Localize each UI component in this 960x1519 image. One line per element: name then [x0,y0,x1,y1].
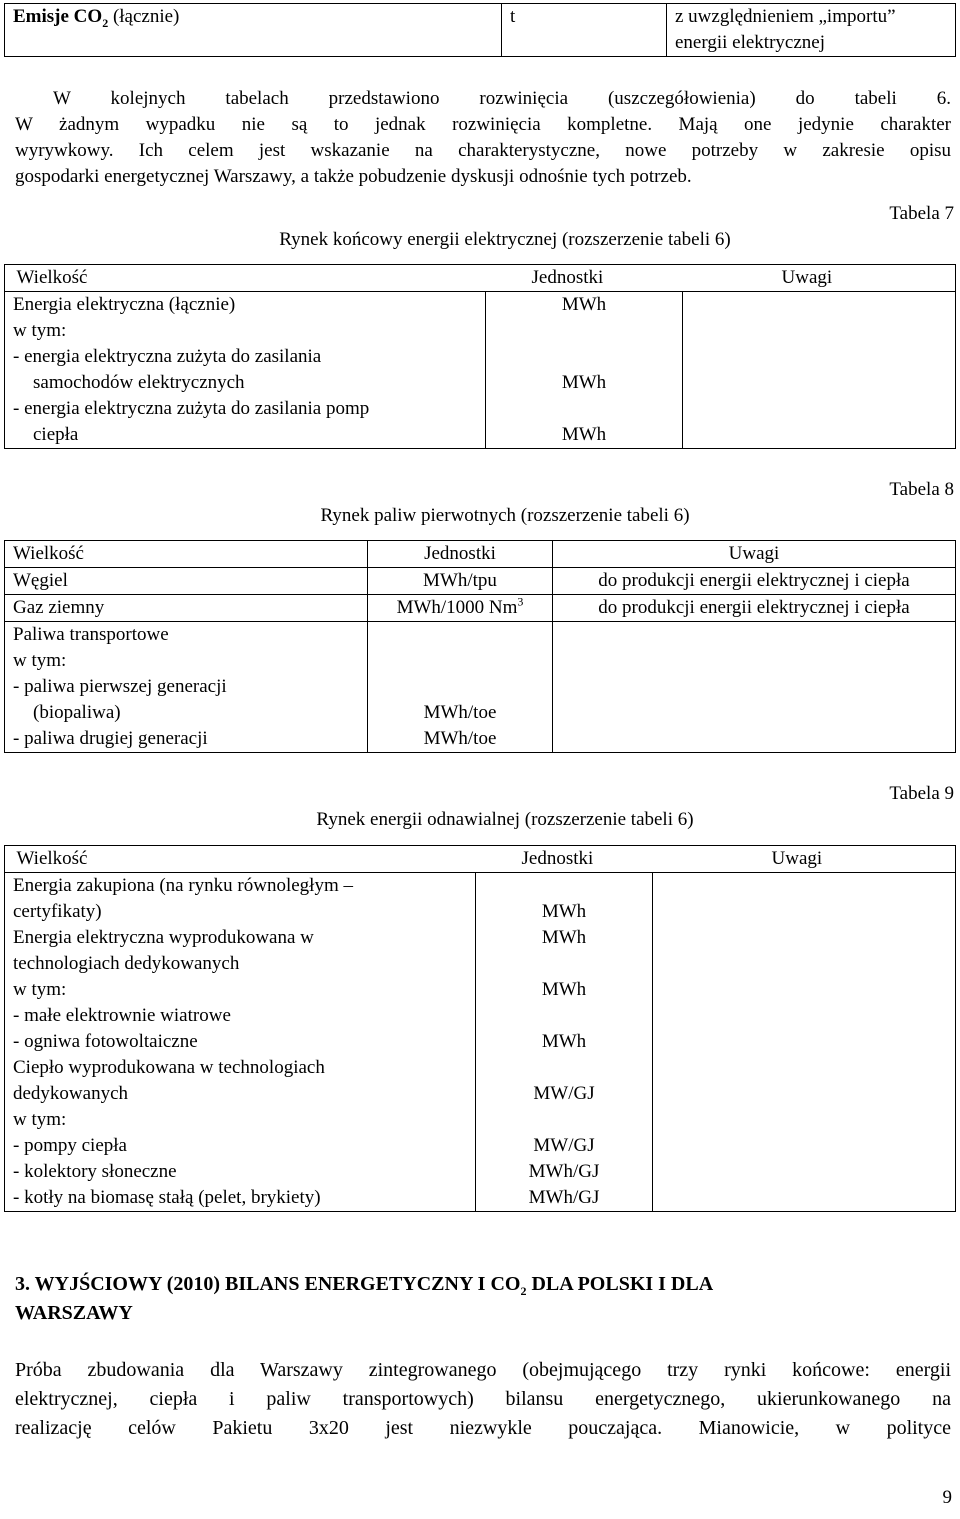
table8-transport-unit: MWh/toe [423,728,497,749]
table9-row: - kotły na biomasę stałą (pelet, brykiety) [13,1187,321,1208]
co2-unit-cell [502,4,667,57]
table7-row: - energia elektryczna zużyta do zasilania pomp [13,398,370,419]
co2-note-line2: energii elektrycznej [675,32,825,53]
co2-label-cell [5,4,502,57]
table7-row: Energia elektryczna (łącznie) [13,294,236,315]
table7-caption: Rynek końcowy energii elektrycznej (rozszerzenie tabeli 6) [279,229,731,250]
section3-heading-line2: WARSZAWY [15,1302,133,1324]
table8-transport-units [368,622,553,753]
intro-line: gospodarki energetycznej Warszawy, a także pobudzenie dyskusji odnośnie tych potrzeb. [15,166,692,187]
table7 [4,264,956,449]
co2-note-line1: z uwzględnieniem „importu” [675,6,896,27]
table9-header-quantity: Wielkość [16,848,88,869]
table8-transport-line: - paliwa pierwszej generacji [13,676,227,697]
section3-line: realizację celów Pakietu 3x20 jest niezwykle pouczająca. Mianowicie, w polityce [15,1417,951,1439]
table9-notes-cell [653,873,956,1212]
table-row [5,595,956,622]
section3-heading-b: DLA POLSKI I DLA [526,1273,714,1295]
table8-transport-line: w tym: [13,650,67,671]
table9-units-cell [476,873,653,1212]
table9-unit: MW/GJ [533,1083,595,1104]
table8-unit-gas: MWh/1000 Nm [396,597,518,618]
intro-paragraph [15,86,951,190]
co2-emission-row [4,3,956,57]
co2-note-cell [667,4,956,57]
table8-transport-notes [553,622,956,753]
table8-number: Tabela 8 [889,479,954,500]
table7-row: - energia elektryczna zużyta do zasilania [13,346,322,367]
table7-row: ciepła [33,424,79,445]
table8-caption: Rynek paliw pierwotnych (rozszerzenie tabeli 6) [320,505,690,526]
table9-unit: MWh [541,927,587,948]
table9-number: Tabela 9 [889,783,954,804]
table9-row: - pompy ciepła [13,1135,127,1156]
table8-unit-gas-sup: 3 [517,594,524,609]
table9-unit: MWh/GJ [528,1161,600,1182]
table9-unit: MW/GJ [533,1135,595,1156]
section3-heading-a: 3. WYJŚCIOWY (2010) BILANS ENERGETYCZNY I CO [15,1273,521,1295]
section3-line: Próba zbudowania dla Warszawy zintegrowanego (obejmującego trzy rynki końcowe: energii [15,1359,951,1381]
table9-row: - małe elektrownie wiatrowe [13,1005,231,1026]
table-row [5,622,956,753]
table7-units-cell [486,292,683,449]
table7-row: samochodów elektrycznych [33,372,245,393]
table9-row: dedykowanych [13,1083,129,1104]
table7-notes-cell [683,292,956,449]
table9-unit: MWh/GJ [528,1187,600,1208]
table9-row: certyfikaty) [13,901,102,922]
table8-header-notes: Uwagi [553,541,956,568]
section3-heading-sub: 2 [520,1284,527,1298]
table8-note-gas: do produkcji energii elektrycznej i ciepła [553,595,956,622]
intro-line: W żadnym wypadku nie są to jednak rozwinięcia kompletne. Mają one jedynie charakter [15,114,951,135]
page-number: 9 [942,1487,952,1508]
section3-paragraph [15,1356,951,1443]
table8-transport-unit: MWh/toe [423,702,497,723]
intro-line: W kolejnych tabelach przedstawiono rozwinięcia (uszczegółowienia) do tabeli 6. [53,88,951,109]
table7-header-units: Jednostki [531,267,604,288]
table9 [4,845,956,1212]
co2-label: Emisje CO [13,6,103,27]
table9-row: - ogniwa fotowoltaiczne [13,1031,198,1052]
table8-note-coal: do produkcji energii elektrycznej i ciepła [553,568,956,595]
table8-transport-line: - paliwa drugiej generacji [13,728,208,749]
table8-unit-gas-cell [368,595,553,622]
co2-label-rest: (łącznie) [108,6,180,27]
table-row [5,568,956,595]
table8-header-row [5,541,956,568]
table8-transport-cell [5,622,368,753]
table7-row: w tym: [13,320,67,341]
table9-header-notes: Uwagi [771,848,823,869]
table9-row: w tym: [13,979,67,1000]
table9-header-units: Jednostki [521,848,594,869]
table7-quantity-cell [5,292,486,449]
table9-unit: MWh [541,1031,587,1052]
table7-header-notes: Uwagi [781,267,833,288]
table7-unit: MWh [561,424,607,445]
table9-quantity-cell [5,873,476,1212]
table7-header-row [5,265,956,292]
table9-unit: MWh [541,901,587,922]
co2-unit: t [510,6,516,27]
table8-header-quantity: Wielkość [5,541,368,568]
table9-row: w tym: [13,1109,67,1130]
table9-row: Energia zakupiona (na rynku równoległym – [13,875,353,896]
section3-line: elektrycznej, ciepła i paliw transportowych) bilansu energetycznego, ukierunkowanego na [15,1388,951,1410]
table9-row: technologiach dedykowanych [13,953,240,974]
table9-row: Ciepło wyprodukowana w technologiach [13,1057,325,1078]
table8-unit-coal: MWh/tpu [368,568,553,595]
intro-line: wyrywkowy. Ich celem jest wskazanie na charakterystyczne, nowe potrzeby w zakresie opisu [15,140,951,161]
table7-header-quantity: Wielkość [16,267,88,288]
table7-unit: MWh [561,372,607,393]
section3-heading [15,1270,945,1328]
table9-row: - kolektory słoneczne [13,1161,177,1182]
table8-transport-line: (biopaliwa) [33,702,121,723]
table7-number: Tabela 7 [889,203,954,224]
table9-row: Energia elektryczna wyprodukowana w [13,927,314,948]
table8-header-units: Jednostki [368,541,553,568]
table7-unit: MWh [561,294,607,315]
table8-transport-line: Paliwa transportowe [13,624,169,645]
table9-header-row [5,846,956,873]
co2-sub: 2 [102,15,109,30]
table8-row-gas: Gaz ziemny [5,595,368,622]
table9-unit: MWh [541,979,587,1000]
table8 [4,540,956,753]
table9-caption: Rynek energii odnawialnej (rozszerzenie tabeli 6) [316,809,694,830]
table8-row-coal: Węgiel [5,568,368,595]
